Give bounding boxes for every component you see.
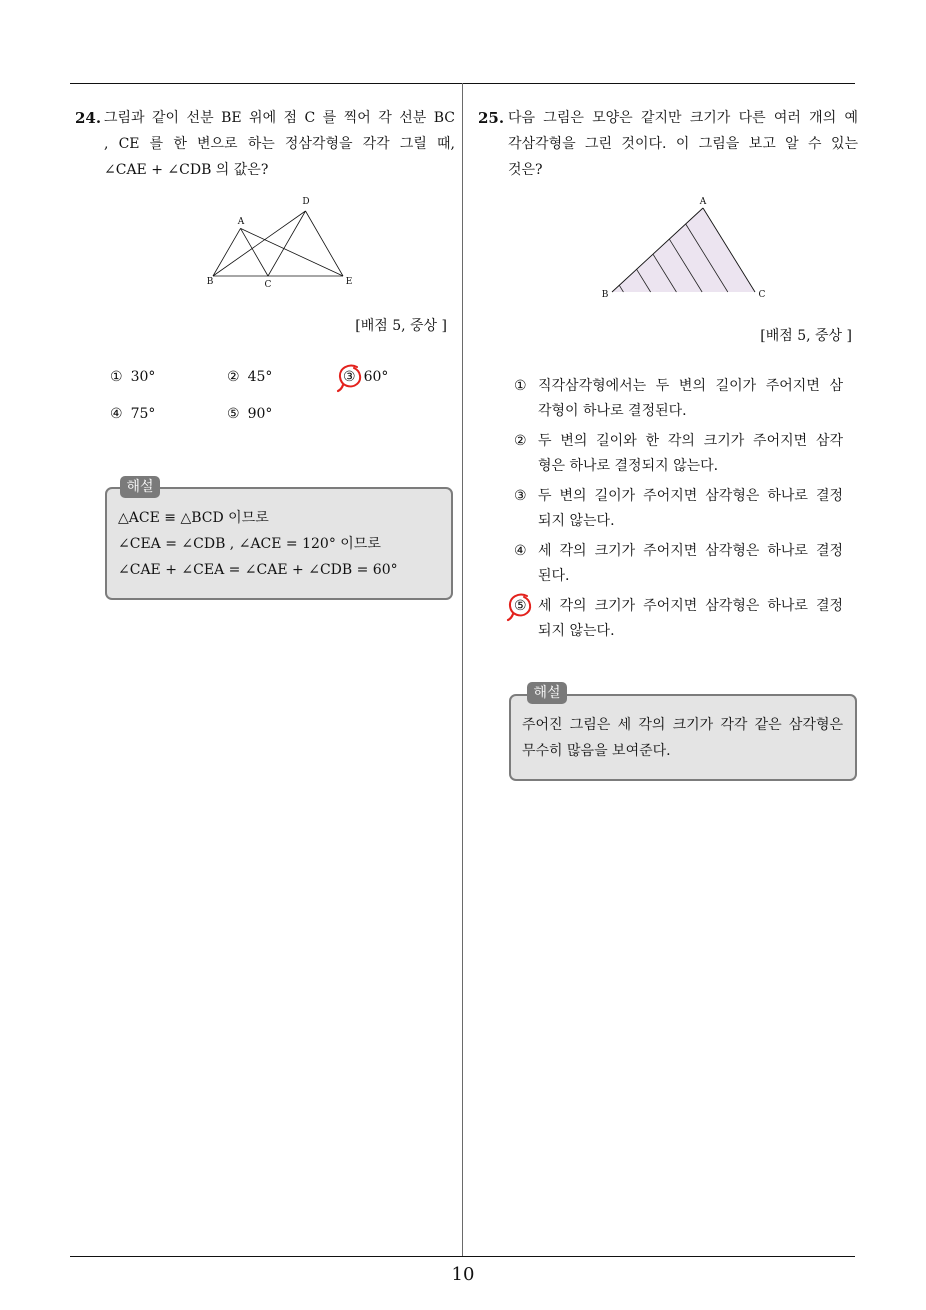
explanation-tag: 해설 <box>120 476 160 498</box>
choice-number: ① <box>110 369 123 385</box>
column-divider <box>462 83 463 1257</box>
explanation-box <box>509 694 857 781</box>
choice-3 <box>343 366 460 403</box>
choice-value: 90° <box>247 406 273 422</box>
choice-line: 형은 하나로 결정되지 않는다. <box>538 458 719 474</box>
choice-5 <box>227 403 343 440</box>
explanation-box <box>105 487 453 600</box>
point-label-d: D <box>302 197 310 207</box>
segment-ba <box>213 228 241 276</box>
choice-line: 두 변의 길이와 한 각의 크기가 주어지면 삼각 <box>538 433 843 449</box>
question-line: 그림과 같이 선분 BE 위에 점 C 를 찍어 각 선분 BC <box>104 110 455 126</box>
choice-line: 세 각의 크기가 주어지면 삼각형은 하나로 결정 <box>538 543 843 559</box>
answer-choices <box>514 374 844 649</box>
choice-value: 60° <box>363 369 389 385</box>
choice-number: ② <box>227 369 240 385</box>
point-label-c: C <box>264 280 272 290</box>
choice-text <box>538 594 843 644</box>
answer-choices <box>110 366 460 440</box>
segment-bd <box>213 211 306 276</box>
question-line: 것은? <box>508 162 543 178</box>
choice-3 <box>514 484 844 534</box>
explanation-line: ∠CAE + ∠CEA = ∠CAE + ∠CDB = 60° <box>118 562 398 578</box>
question-line: ∠CAE + ∠CDB 의 값은? <box>104 162 269 178</box>
explanation-line: 무수히 많음을 보여준다. <box>522 743 671 759</box>
choice-mark <box>343 366 356 388</box>
question-line: 다음 그림은 모양은 같지만 크기가 다른 여러 개의 예 <box>508 110 858 126</box>
choice-line: 세 각의 크기가 주어지면 삼각형은 하나로 결정 <box>538 598 843 614</box>
choice-value: 30° <box>130 369 156 385</box>
choice-number: ③ <box>514 488 527 504</box>
segment-ac <box>241 228 269 276</box>
question-line: , CE 를 한 변으로 하는 정삼각형을 각각 그릴 때, <box>104 136 455 152</box>
choice-2 <box>514 429 844 479</box>
explanation-line: ∠CEA = ∠CDB , ∠ACE = 120° 이므로 <box>118 536 381 552</box>
question-line: 각삼각형을 그린 것이다. 이 그림을 보고 알 수 있는 <box>508 136 858 152</box>
choice-number: ④ <box>110 406 123 422</box>
point-label-b: B <box>206 277 214 287</box>
choice-value: 75° <box>130 406 156 422</box>
choice-line: 된다. <box>538 568 570 584</box>
choice-line: 각형이 하나로 결정된다. <box>538 403 687 419</box>
choice-mark <box>227 366 240 388</box>
question-number: 25. <box>478 109 505 127</box>
explanation-tag: 해설 <box>527 682 567 704</box>
choice-mark <box>514 374 538 399</box>
choice-number: ② <box>514 433 527 449</box>
choice-1 <box>514 374 844 424</box>
choice-mark <box>110 366 123 388</box>
answer-circle-mark <box>505 591 535 621</box>
choice-2 <box>227 366 343 403</box>
explanation-line: 주어진 그림은 세 각의 크기가 각각 같은 삼각형은 <box>522 717 843 733</box>
score-label: [배점 5, 중상 ] <box>760 328 852 344</box>
choice-text <box>538 484 843 534</box>
point-label-e: E <box>345 277 353 287</box>
bottom-rule <box>70 1256 855 1257</box>
choice-mark <box>110 403 123 425</box>
choice-line: 두 변의 길이가 주어지면 삼각형은 하나로 결정 <box>538 488 843 504</box>
point-label-b: B <box>601 290 609 300</box>
choice-mark <box>514 539 538 564</box>
point-label-c: C <box>758 290 766 300</box>
choice-number: ④ <box>514 543 527 559</box>
score-label: [배점 5, 중상 ] <box>355 318 447 334</box>
choice-mark <box>514 594 538 619</box>
explanation-line: △ACE ≡ △BCD 이므로 <box>118 510 269 526</box>
page-number: 10 <box>451 1264 475 1285</box>
choice-mark <box>514 429 538 454</box>
choice-mark <box>514 484 538 509</box>
similar-triangles-figure <box>595 192 770 302</box>
choice-4 <box>514 539 844 589</box>
choice-text <box>538 539 843 589</box>
question-number: 24. <box>75 109 102 127</box>
answer-circle-mark <box>335 362 365 392</box>
choice-5 <box>514 594 844 644</box>
choice-number: ⑤ <box>227 406 240 422</box>
equilateral-triangles-figure <box>195 190 365 295</box>
question-text <box>104 105 455 183</box>
point-label-a: A <box>699 197 707 207</box>
point-label-a: A <box>237 217 245 227</box>
choice-number: ⑤ <box>514 598 527 614</box>
choice-line: 직각삼각형에서는 두 변의 길이가 주어지면 삼 <box>538 378 843 394</box>
triangle-fill <box>612 208 755 292</box>
choice-4 <box>110 403 227 440</box>
question-text <box>508 105 858 183</box>
choice-value: 45° <box>247 369 273 385</box>
choice-mark <box>227 403 240 425</box>
choice-number: ① <box>514 378 527 394</box>
segment-de <box>306 211 344 276</box>
choice-line: 되지 않는다. <box>538 513 615 529</box>
choice-number: ③ <box>343 369 356 385</box>
choice-text <box>538 429 843 479</box>
choice-line: 되지 않는다. <box>538 623 615 639</box>
choice-1 <box>110 366 227 403</box>
choice-text <box>538 374 843 424</box>
